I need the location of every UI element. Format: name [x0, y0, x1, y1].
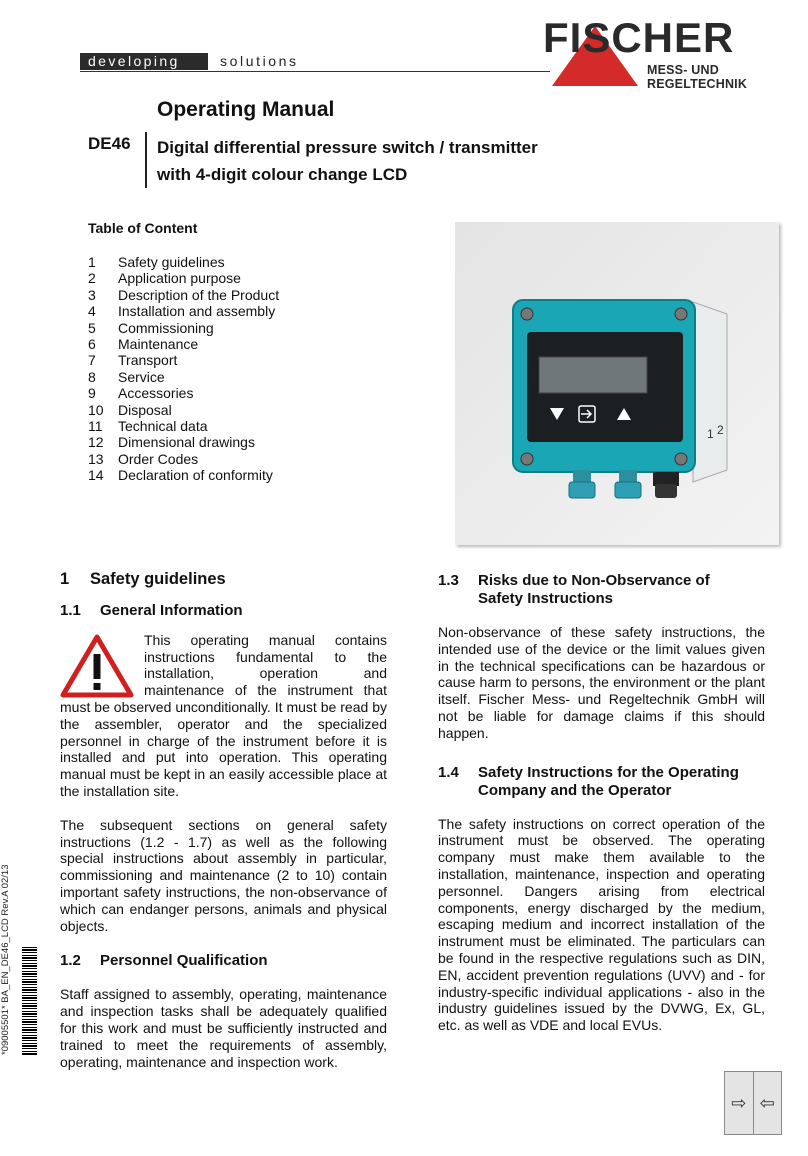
toc-num: 12 — [88, 434, 104, 451]
product-subtitle — [157, 134, 538, 188]
toc-num: 11 — [88, 418, 103, 435]
section-1-4-paragraph: The safety instructions on correct operation of the instrument must be observed. The operating company must make them available to the installation, maintenance, inspection and operating personnel. Dangers arising from electrical components, energy discharged by the medium, escaping medium and incorrect installation of the instrument must be eliminated. The particulars can be found in the respective regulations such as DIN, EN, accident prevention regulations (UVV) and - for industry-specific individual applications - also in the industry guidelines issued by the DVWG, Ex, GL, etc. as well as VDE and local EVUs. — [438, 815, 765, 1034]
toc-num: 8 — [88, 368, 96, 385]
barcode — [22, 947, 37, 1055]
page-nav — [724, 1071, 782, 1135]
right-column — [438, 572, 765, 1034]
toc-label: Technical data — [118, 418, 208, 435]
toc-item[interactable] — [88, 385, 279, 401]
toc-label: Installation and assembly — [118, 303, 276, 320]
toc-item[interactable] — [88, 402, 279, 418]
toc-item[interactable] — [88, 270, 279, 286]
toc-num: 3 — [88, 286, 96, 303]
tagline-light: solutions — [220, 53, 299, 69]
section-1-1-paragraph: The subsequent sections on general safety instructions (1.2 - 1.7) as well as the following special instructions about assembly in particular, commissioning and maintenance (2 to 10) contain important safety instructions, the non-observance of which can endanger persons, animals and physical objects. — [60, 816, 387, 934]
section-1-1-intro: This operating manual contains instructions fundamental to the installation, operation and maintenance of the instrument that must be observed unconditionally. It must be read by the assembler, operator and the specialized personnel in charge of the instrument before it is installed and put into operation. This operating manual must be kept in an easily accessible place at the installation site. — [60, 631, 387, 799]
toc-item[interactable] — [88, 336, 279, 352]
toc-item[interactable] — [88, 303, 279, 319]
toc-label: Transport — [118, 352, 178, 369]
toc-label: Dimensional drawings — [118, 434, 255, 451]
toc-list — [88, 254, 279, 484]
section-1-2-heading: 1.2 Personnel Qualification — [60, 952, 268, 970]
toc-item[interactable] — [88, 467, 279, 483]
toc-item[interactable] — [88, 254, 279, 270]
subtitle-line-1: Digital differential pressure switch / transmitter — [157, 138, 538, 157]
toc-num: 14 — [88, 467, 104, 484]
logo-subtitle: MESS- UND REGELTECHNIK — [647, 63, 748, 91]
toc-label: Maintenance — [118, 336, 199, 353]
toc-item[interactable] — [88, 320, 279, 336]
toc-item[interactable] — [88, 369, 279, 385]
toc-label: Service — [118, 368, 165, 385]
toc-item[interactable] — [88, 451, 279, 467]
toc-item[interactable] — [88, 352, 279, 368]
section-1-3-paragraph: Non-observance of these safety instructions, the intended use of the device or the limit values given in the technical specifications can be hazardous or cause harm to persons, the environment or the plant itself. Fischer Mess- und Regeltechnik GmbH will not be liable for damage claims if this should happen. — [438, 624, 765, 741]
document-code — [0, 864, 20, 1055]
toc-label: Description of the Product — [118, 286, 280, 303]
toc-item[interactable] — [88, 418, 279, 434]
section-1-4-heading: 1.4 Safety Instructions for the Operating Company and the Operator — [438, 763, 739, 799]
model-number: DE46 — [88, 134, 131, 153]
toc-label: Commissioning — [118, 319, 214, 336]
section-1-3-heading: 1.3 Risks due to Non-Observance of Safety Instructions — [438, 572, 710, 607]
toc-num: 5 — [88, 319, 96, 336]
toc-num: 1 — [88, 254, 96, 270]
device-illustration — [455, 222, 779, 545]
title-divider — [145, 132, 147, 188]
document-code-text: *09005501* BA_EN_DE46_LCD Rev.A 02/13 — [0, 864, 11, 1055]
warning-icon — [60, 634, 134, 698]
port-label-2: 2 — [717, 423, 724, 437]
section-1-1-heading: 1.1 General Information — [60, 601, 243, 619]
subtitle-line-2: with 4-digit colour change LCD — [157, 165, 408, 184]
toc-item[interactable] — [88, 287, 279, 303]
toc-num: 10 — [88, 401, 104, 418]
left-column — [60, 571, 387, 1070]
toc-label: Declaration of conformity — [118, 467, 273, 484]
toc-num: 4 — [88, 303, 96, 320]
toc-label: Order Codes — [118, 450, 199, 467]
toc-num: 13 — [88, 450, 104, 467]
section-1-2-paragraph: Staff assigned to assembly, operating, maintenance and inspection tasks shall be adequately qualified for this work and must be sufficiently instructed and trained to meet the requirements of assembly, operating, maintenance and inspection work. — [60, 986, 387, 1070]
toc-label: Safety guidelines — [118, 254, 225, 270]
toc-label: Accessories — [118, 385, 194, 402]
toc-item[interactable] — [88, 434, 279, 450]
header-rule — [80, 71, 550, 72]
prev-page-arrow-icon[interactable]: ⇦ — [753, 1072, 782, 1134]
port-label-1: 1 — [707, 427, 714, 441]
toc-num: 9 — [88, 385, 96, 402]
next-page-arrow-icon[interactable]: ⇨ — [731, 1092, 747, 1113]
section-1-heading: 1 Safety guidelines — [60, 570, 226, 588]
toc-label: Application purpose — [118, 270, 241, 287]
toc-num: 6 — [88, 336, 96, 353]
toc-title: Table of Content — [88, 220, 198, 236]
page-title: Operating Manual — [157, 98, 335, 121]
tagline-dark: developing — [80, 53, 208, 70]
toc-num: 2 — [88, 270, 96, 287]
toc-num: 7 — [88, 352, 96, 369]
logo-name: FISCHER — [543, 14, 735, 61]
toc-label: Disposal — [118, 401, 172, 418]
product-photo — [455, 222, 779, 545]
